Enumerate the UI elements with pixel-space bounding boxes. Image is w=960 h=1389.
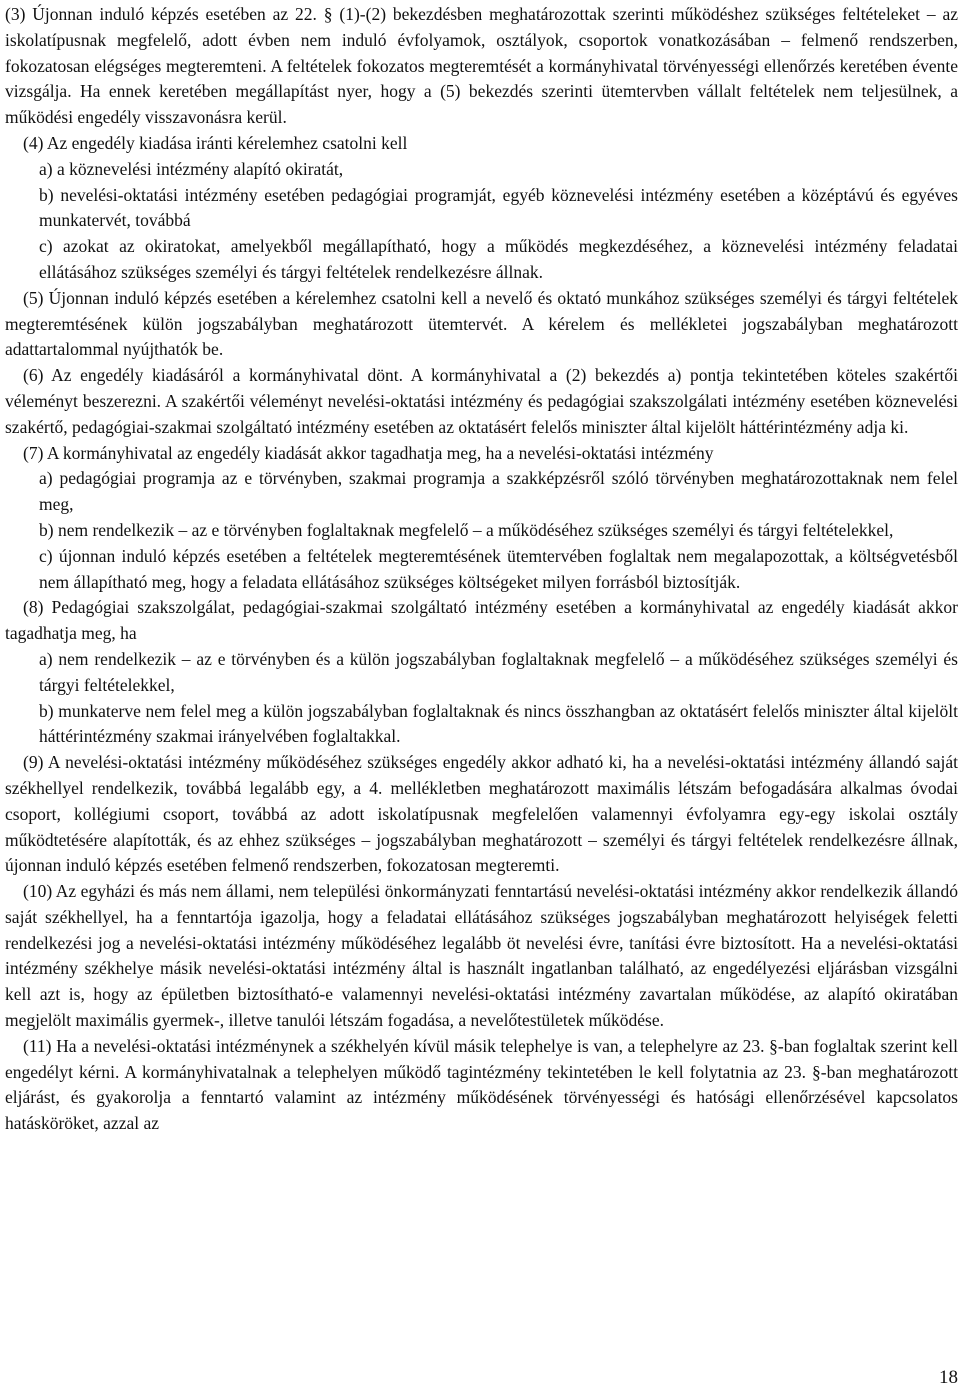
paragraph-6: (6) Az engedély kiadásáról a kormányhivatal dönt. A kormányhivatal a (2) bekezdés a) pontja tekintetében köteles szakértői véleményt beszerezni. A szakértői véleményt nevelési-oktatási intézmény és pedagógiai szakszolgálati intézmény esetében köznevelési szakértő, pedagógiai-szakmai szolgáltató intézmény esetében az oktatásért felelős miniszter által kijelölt háttérintézmény adja ki. [5, 365, 958, 437]
list-item-8a: a) nem rendelkezik – az e törvényben és a külön jogszabályban foglaltaknak megfelelő – a működéséhez szükséges személyi és tárgyi feltételekkel, [39, 648, 958, 695]
paragraph-3: (3) Újonnan induló képzés esetében az 22. § (1)-(2) bekezdésben meghatározottak szerinti működéshez szükséges feltételeket – az iskolatípusnak megfelelő, adott évben nem induló évfolyamok, osztályok, csoportok vonatkozásában – felmenő rendszerben, fokozatosan elégséges megteremteni. A feltételek fokozatos megteremtését a kormányhivatal törvényességi ellenőrzés keretében évente vizsgálja. Ha ennek keretében megállapítást nyer, hogy a (5) bekezdés szerinti ütemtervben vállalt feltételek nem teljesülnek, a működési engedély visszavonásra kerül. [5, 4, 958, 128]
paragraph-9: (9) A nevelési-oktatási intézmény működéséhez szükséges engedély akkor adható ki, ha a nevelési-oktatási intézmény állandó saját székhellyel rendelkezik, továbbá legalább egy, a 4. mellékletben meghatározott maximális létszám befogadására alkalmas óvodai csoport, kollégiumi csoport, továbbá az adott iskolatípusnak megfelelően valamennyi évfolyamra egy-egy iskolai osztály működtetésére alapították, és az ehhez szükséges – jogszabályban meghatározott – személyi és tárgyi feltételek rendelkezésre állnak, újonnan induló képzés esetében felmenő rendszerben, fokozatosan megteremti. [5, 752, 958, 876]
list-item-7a: a) pedagógiai programja az e törvényben, szakmai programja a szakképzésről szóló törvényben meghatározottaknak nem felel meg, [39, 468, 958, 515]
paragraph-5: (5) Újonnan induló képzés esetében a kérelemhez csatolni kell a nevelő és oktató munkához szükséges személyi és tárgyi feltételek megteremtésének külön jogszabályban meghatározott ütemtervét. A kérelem és mellékletei jogszabályban meghatározott adattartalommal nyújthatók be. [5, 287, 958, 360]
paragraph-7-intro: (7) A kormányhivatal az engedély kiadását akkor tagadhatja meg, ha a nevelési-oktatási intézmény [23, 442, 714, 463]
paragraph-8-intro: (8) Pedagógiai szakszolgálat, pedagógiai-szakmai szolgáltató intézmény esetében a kormányhivatal az engedély kiadását akkor tagadhatja meg, ha [5, 597, 958, 644]
paragraph-4-intro: (4) Az engedély kiadása iránti kérelemhez csatolni kell [23, 132, 408, 153]
paragraph-11: (11) Ha a nevelési-oktatási intézménynek a székhelyén kívül másik telephelye is van, a telephelyre az 23. §-ban foglaltak szerint kell engedélyt kérni. A kormányhivatalnak a telephelyen működő tagintézmény tekintetében le kell folytatnia az 23. §-ban meghatározott eljárást, és gyakorolja a fenntartó valamint az intézmény működésének törvényességi és hatósági ellenőrzésével kapcsolatos hatásköröket, azzal az [5, 1035, 958, 1134]
document-page [5, 2, 958, 1137]
page-number: 18 [939, 1367, 958, 1388]
list-item-4c: c) azokat az okiratokat, amelyekből megállapítható, hogy a működés megkezdéséhez, a köznevelési intézmény feladatai ellátásához szükséges személyi és tárgyi feltételek rendelkezésre állnak. [39, 236, 958, 282]
list-item-8b: b) munkaterve nem felel meg a külön jogszabályban foglaltaknak és nincs összhangban az oktatásért felelős miniszter által kijelölt háttérintézmény szakmai irányelvében foglaltakkal. [39, 700, 958, 747]
list-item-7c: c) újonnan induló képzés esetében a feltételek megteremtésének ütemtervében foglaltak nem megalapozottak, a költségvetésből nem állapítható meg, hogy a feladata ellátásához szükséges költségeket milyen forrásból biztosítják. [39, 545, 958, 592]
paragraph-10: (10) Az egyházi és más nem állami, nem települési önkormányzati fenntartású nevelési-oktatási intézmény akkor rendelkezik állandó saját székhellyel, ha a fenntartója igazolja, hogy a feladatai ellátásához szükséges jogszabályban meghatározott helyiségek feletti rendelkezési jog a nevelési-oktatási intézmény működéséhez legalább öt nevelési évre, tanítási évre biztosított. Ha a nevelési-oktatási intézmény székhelye másik nevelési-oktatási intézmény által is használt ingatlanban található, az engedélyezési eljárásban vizsgálni kell azt is, hogy az épületben biztosítható-e valamennyi nevelési-oktatási intézmény zavartalan működése, az alapító okiratában megjelölt maximális gyermek-, illetve tanulói létszám fogadása, a nevelőtestületek működése. [5, 881, 958, 1031]
list-item-7b: b) nem rendelkezik – az e törvényben foglaltaknak megfelelő – a működéséhez szükséges személyi és tárgyi feltételekkel, [39, 519, 894, 540]
list-item-4b: b) nevelési-oktatási intézmény esetében pedagógiai programját, egyéb köznevelési intézmény esetében a középtávú és egyéves munkatervét, továbbá [39, 184, 958, 231]
list-item-4a: a) a köznevelési intézmény alapító okiratát, [39, 158, 344, 179]
